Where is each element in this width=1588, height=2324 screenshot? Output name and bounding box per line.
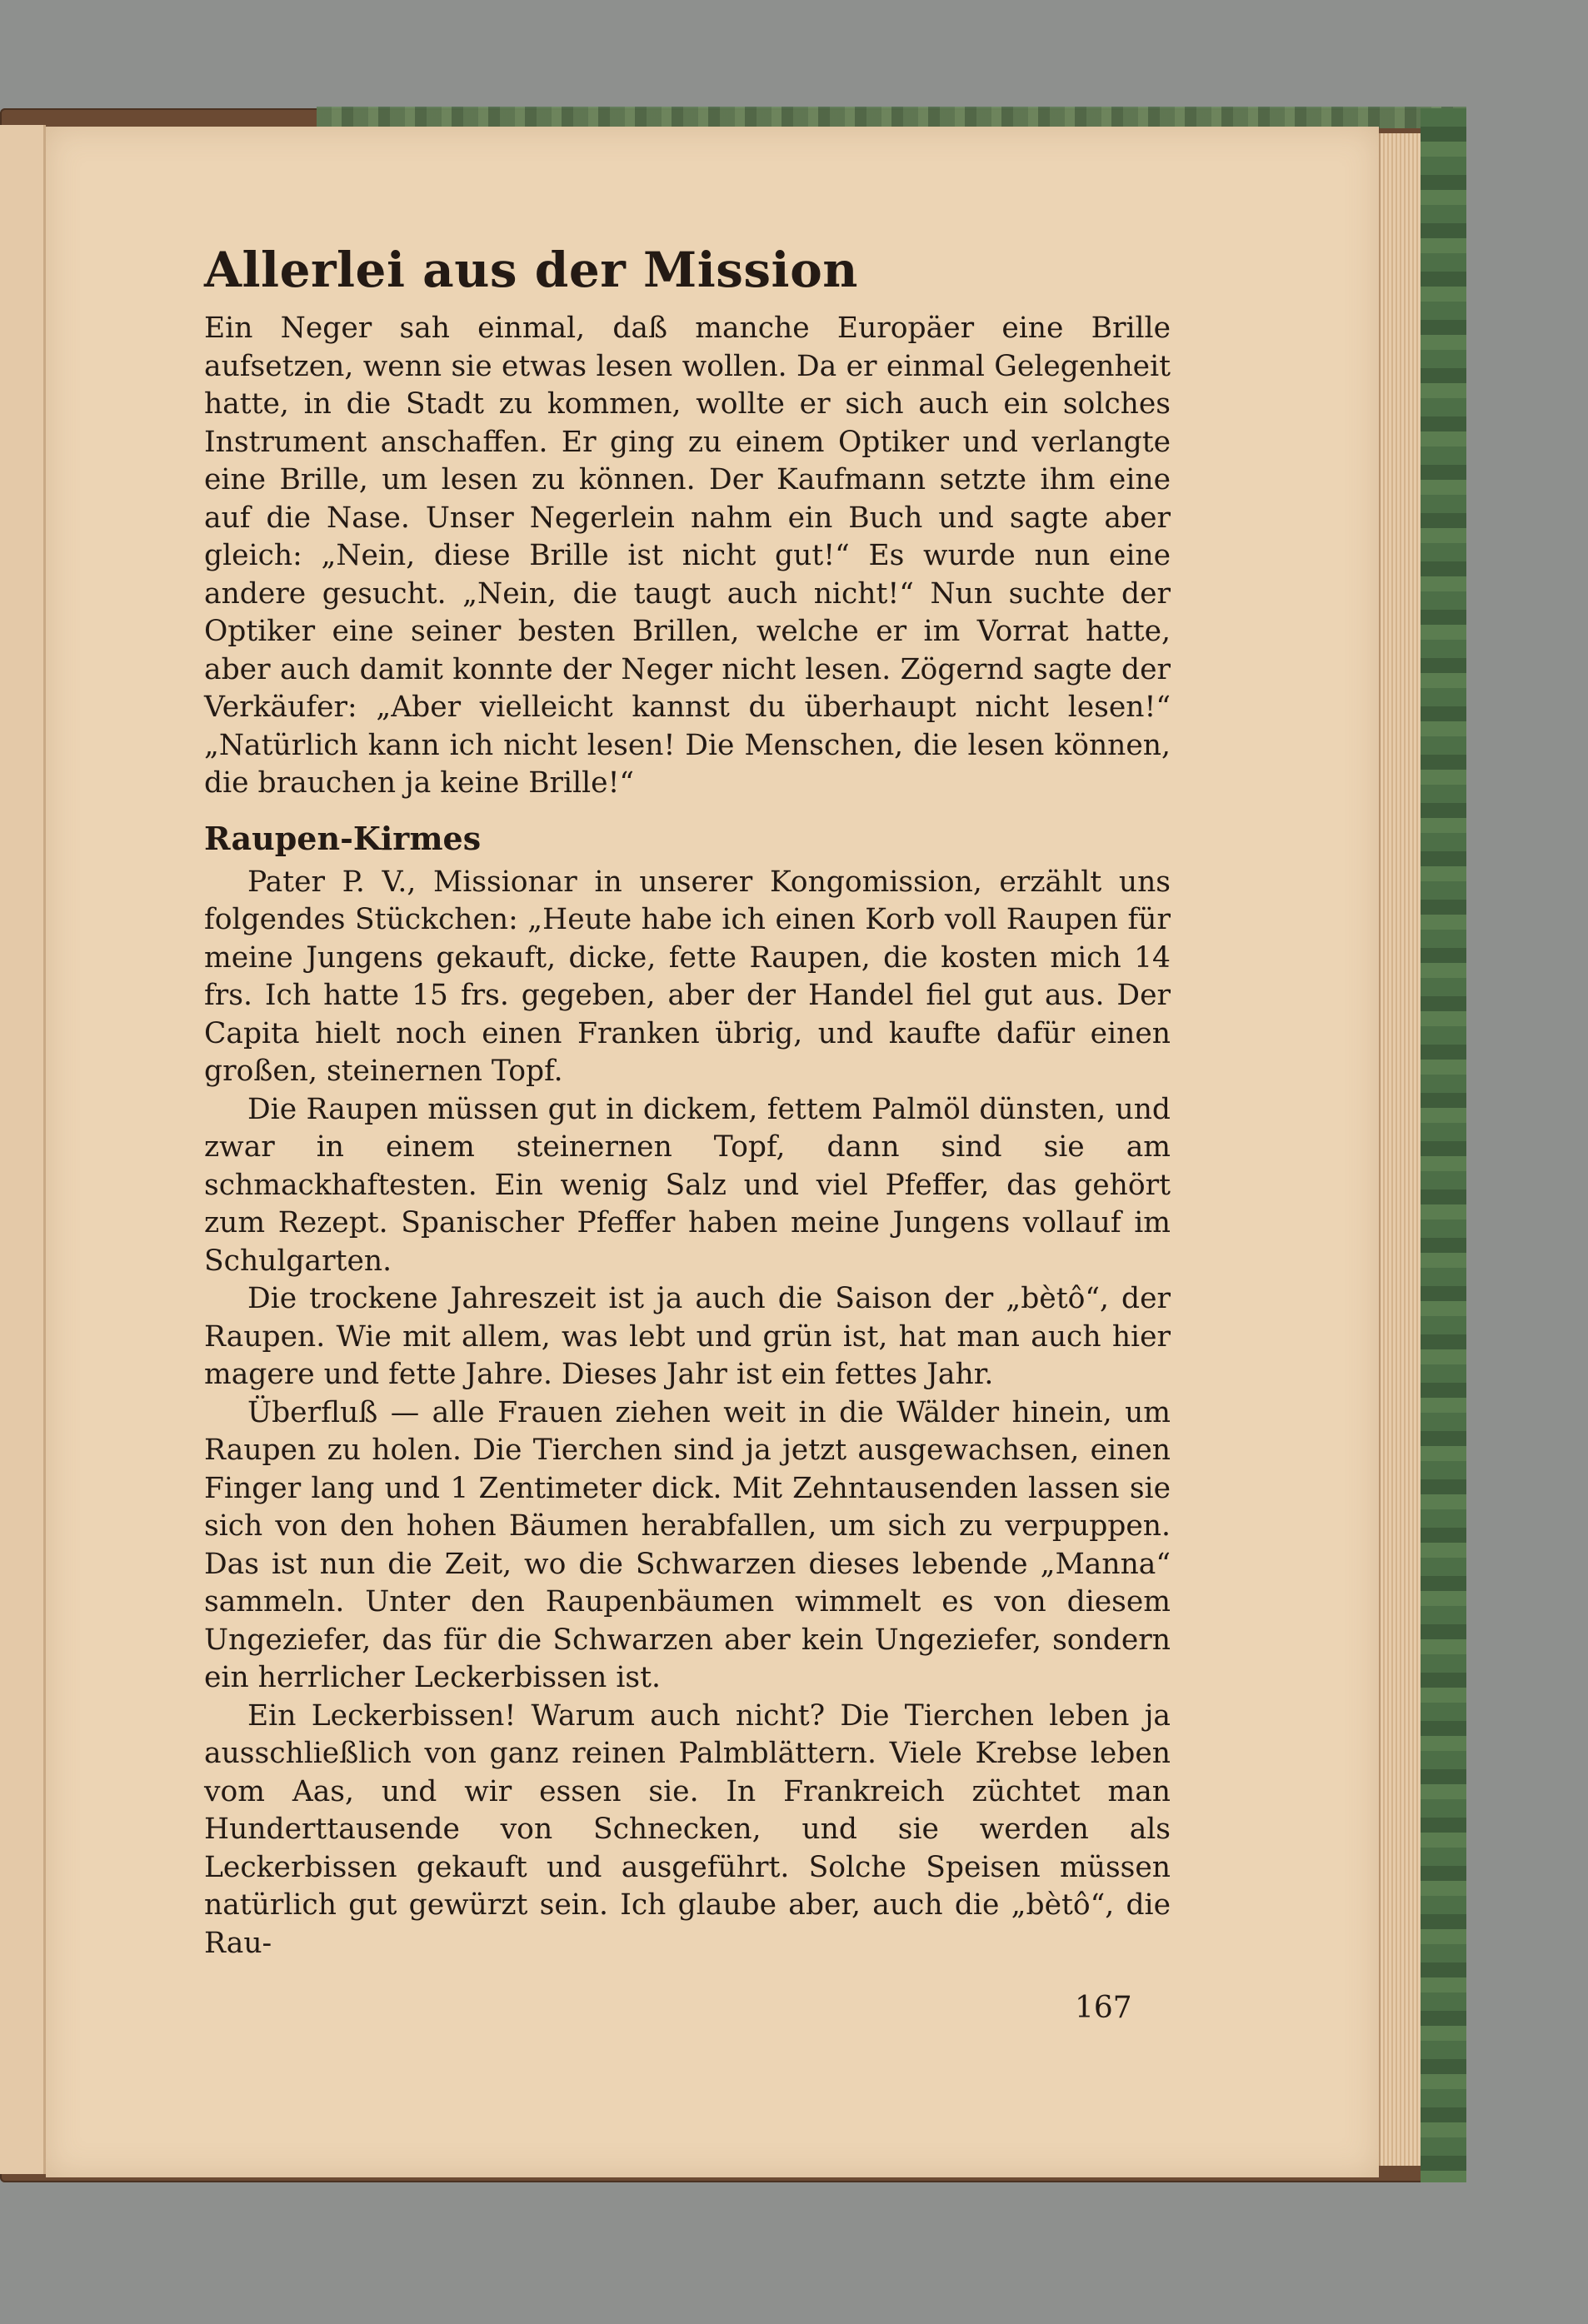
page-number: 167 [1075, 1991, 1132, 2025]
paragraph: Ein Leckerbissen! Warum auch nicht? Die Tierchen leben ja ausschließlich von ganz reinen Palmblättern. Viele Krebse leben vom Aas, und wir essen sie. In Frankreich züchtet man Hunderttausende von Schnecken, und sie werden als Leckerbissen gekauft und ausgeführt. Solche Speisen müssen natürlich gut gewürzt sein. Ich glaube aber, auch die „bètô“, die Rau- [204, 1698, 1171, 1960]
cover-edge-top [317, 107, 1466, 128]
left-page-edge [0, 125, 46, 2174]
article-title: Allerlei aus der Mission [204, 242, 858, 298]
paragraph: Pater P. V., Missionar in unserer Kongomission, erzählt uns folgendes Stückchen: „Heute habe ich einen Korb voll Raupen für meine Jungens gekauft, dicke, fette Raupen, die kosten mich 14 frs. Ich hatte 15 frs. gegeben, aber der Handel fiel gut aus. Der Capita hielt noch einen Franken übrig, und kaufte dafür einen großen, steinernen Topf. [204, 865, 1171, 1088]
cover-edge-right [1421, 108, 1466, 2182]
paragraph: Die trockene Jahreszeit ist ja auch die Saison der „bètô“, der Raupen. Wie mit allem, was lebt und grün ist, hat man auch hier magere und fette Jahre. Dieses Jahr ist ein fettes Jahr. [204, 1282, 1171, 1391]
paragraph: Die Raupen müssen gut in dickem, fettem Palmöl dünsten, und zwar in einem steinernen Topf, dann sind sie am schmackhaftesten. Ein wenig Salz und viel Pfeffer, das gehört zum Rezept. Spanischer Pfeffer haben meine Jungens vollauf im Schulgarten. [204, 1092, 1171, 1278]
page-content [204, 242, 1171, 1962]
section-heading: Raupen-Kirmes [204, 819, 482, 857]
paragraph-brille: Ein Neger sah einmal, daß manche Europäer eine Brille aufsetzen, wenn sie etwas lesen wollen. Da er einmal Gelegenheit hatte, in die Stadt zu kommen, wollte er sich auch ein solches Instrument anschaffen. Er ging zu einem Optiker und verlangte eine Brille, um lesen zu können. Der Kaufmann setzte ihm eine auf die Nase. Unser Negerlein nahm ein Buch und sagte aber gleich: „Nein, diese Brille ist nicht gut!“ Es wurde nun eine andere gesucht. „Nein, die taugt auch nicht!“ Nun suchte der Optiker eine seiner besten Brillen, welche er im Vorrat hatte, aber auch damit konnte der Neger nicht lesen. Zögernd sagte der Verkäufer: „Aber vielleicht kannst du überhaupt nicht lesen!“ „Natürlich kann ich nicht lesen! Die Menschen, die lesen können, die brauchen ja keine Brille!“ [204, 312, 1171, 800]
page-stack-edge [1379, 133, 1421, 2166]
paragraph: Überfluß — alle Frauen ziehen weit in die Wälder hinein, um Raupen zu holen. Die Tierchen sind ja jetzt ausgewachsen, einen Finger lang und 1 Zentimeter dick. Mit Zehntausenden lassen sie sich von den hohen Bäumen herabfallen, um sich zu verpuppen. Das ist nun die Zeit, wo die Schwarzen dieses lebende „Manna“ sammeln. Unter den Raupenbäumen wimmelt es von diesem Ungeziefer, das für die Schwarzen aber kein Ungeziefer, sondern ein herrlicher Leckerbissen ist. [204, 1395, 1171, 1694]
